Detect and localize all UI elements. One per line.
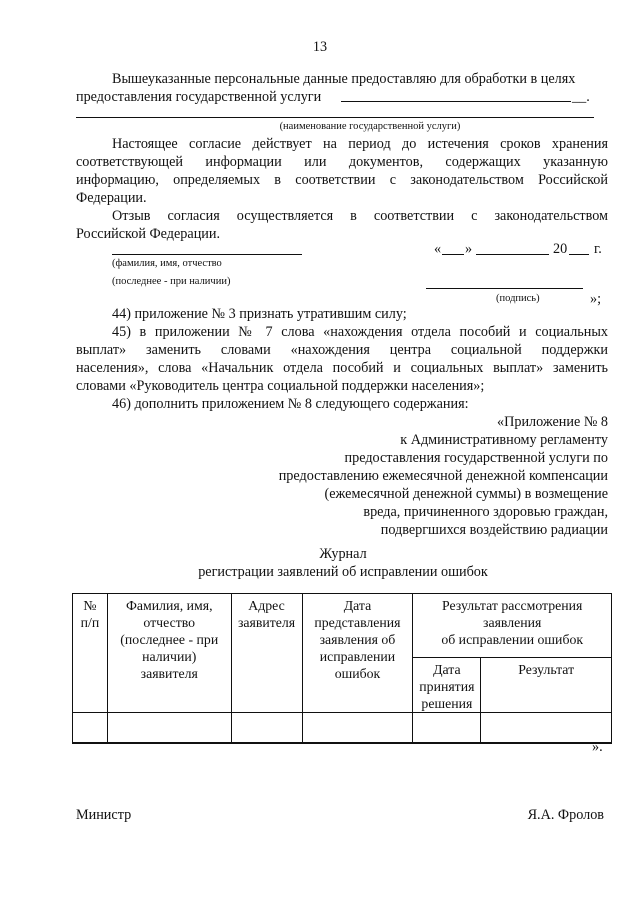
col-fio-line3: (последнее - при	[120, 632, 219, 647]
journal-header-row	[73, 594, 612, 658]
col-header-number	[73, 594, 108, 713]
journal-title: Журнал	[319, 546, 367, 562]
table-cell	[413, 713, 481, 743]
col-result-group-line1: Результат рассмотрения	[442, 598, 583, 613]
date-year-blank	[569, 254, 589, 255]
col-date-line3: заявления об	[319, 632, 396, 647]
date-year-prefix: 20	[553, 241, 568, 257]
consent-para2-line2: соответствующей информации или документов, содержащих указанную	[76, 154, 608, 170]
item-45-line2: выплат» заменить словами «нахождения центра социальной поддержки	[76, 342, 608, 358]
table-cell	[107, 713, 231, 743]
col-fio-line1: Фамилия, имя,	[125, 598, 213, 613]
journal-table	[72, 593, 612, 744]
table-cell	[231, 713, 302, 743]
col-result-group-line2: заявления	[483, 615, 542, 630]
col-date-line1: Дата	[343, 598, 372, 613]
col-result-group-line3: об исправлении ошибок	[441, 632, 584, 647]
col-decision-date-line3: решения	[421, 696, 473, 711]
caption-fio-2: (последнее - при наличии)	[112, 276, 231, 287]
col-header-address	[231, 594, 302, 713]
caption-signature: (подпись)	[496, 293, 540, 304]
col-header-result	[481, 658, 612, 713]
consent-para2-line4: Федерации.	[76, 190, 147, 206]
col-date-line5: ошибок	[334, 666, 381, 681]
journal-subtitle: регистрации заявлений об исправлении ошибок	[198, 564, 488, 580]
table-cell	[302, 713, 413, 743]
col-header-result-group	[413, 594, 612, 658]
date-day-blank	[442, 254, 464, 255]
page-number: 13	[312, 39, 328, 55]
item-44: 44) приложение № 3 признать утратившим силу;	[112, 306, 407, 322]
consent-line-2-prefix: предоставления государственной услуги	[76, 89, 322, 105]
col-number-line2: п/п	[80, 615, 100, 630]
signatory-title: Министр	[76, 807, 132, 823]
appendix-header-line3: предоставления государственной услуги по	[344, 450, 608, 466]
fio-blank	[112, 254, 302, 255]
col-number-line1: №	[83, 598, 97, 613]
service-name-underline	[76, 117, 594, 118]
signatory-name: Я.А. Фролов	[527, 807, 604, 823]
consent-line-2-end: __.	[572, 89, 590, 105]
col-fio-line4: наличии)	[142, 649, 197, 664]
item-45-line3: населения», слова «Начальник отдела пособий и социальных выплат» заменить	[76, 360, 608, 376]
appendix-header-line1: «Приложение № 8	[497, 414, 608, 430]
col-date-line4: исправлении	[319, 649, 396, 664]
appendix-header-line2: к Административному регламенту	[400, 432, 608, 448]
col-date-line2: представления	[314, 615, 401, 630]
item-45-line1: 45) в приложении № 7 слова «нахождения отдела пособий и социальных	[112, 324, 608, 340]
col-result-label: Результат	[518, 662, 575, 677]
col-decision-date-line1: Дата	[433, 662, 461, 677]
appendix-header-line6: вреда, причиненного здоровью граждан,	[363, 504, 608, 520]
col-header-fio	[107, 594, 231, 713]
item-45-line4: словами «Руководитель центра социальной поддержки населения»;	[76, 378, 485, 394]
item-46: 46) дополнить приложением № 8 следующего содержания:	[112, 396, 469, 412]
date-open-quote: «	[434, 241, 442, 257]
caption-fio-1: (фамилия, имя, отчество	[112, 258, 222, 269]
date-year-suffix: г.	[594, 241, 602, 257]
signature-end: »;	[590, 291, 602, 307]
closing-quote: ».	[592, 739, 603, 755]
col-fio-line2: отчество	[143, 615, 196, 630]
col-header-decision-date	[413, 658, 481, 713]
col-decision-date-line2: принятия	[419, 679, 475, 694]
col-address-line2: заявителя	[237, 615, 296, 630]
col-address-line1: Адрес	[248, 598, 285, 613]
consent-para3-line1: Отзыв согласия осуществляется в соответствии с законодательством	[112, 208, 608, 224]
appendix-header-line4: предоставлению ежемесячной денежной компенсации	[278, 468, 608, 484]
consent-para3-line2: Российской Федерации.	[76, 226, 221, 242]
signature-blank	[426, 288, 583, 289]
table-cell	[73, 713, 108, 743]
date-month-blank	[476, 254, 549, 255]
appendix-header-line5: (ежемесячной денежной суммы) в возмещение	[324, 486, 608, 502]
col-fio-line5: заявителя	[140, 666, 198, 681]
consent-para2-line3: информацию, определяемых в соответствии с законодательством Российской	[76, 172, 608, 188]
service-name-blank	[341, 101, 571, 102]
consent-line-1: Вышеуказанные персональные данные предоставляю для обработки в целях	[112, 71, 576, 87]
date-close-quote: »	[465, 241, 473, 257]
col-header-date	[302, 594, 413, 713]
appendix-header-line7: подвергшихся воздействию радиации	[380, 522, 608, 538]
journal-empty-row	[73, 713, 612, 743]
consent-para2-line1: Настоящее согласие действует на период до истечения сроков хранения	[112, 136, 608, 152]
caption-service-name: (наименование государственной услуги)	[279, 121, 461, 132]
